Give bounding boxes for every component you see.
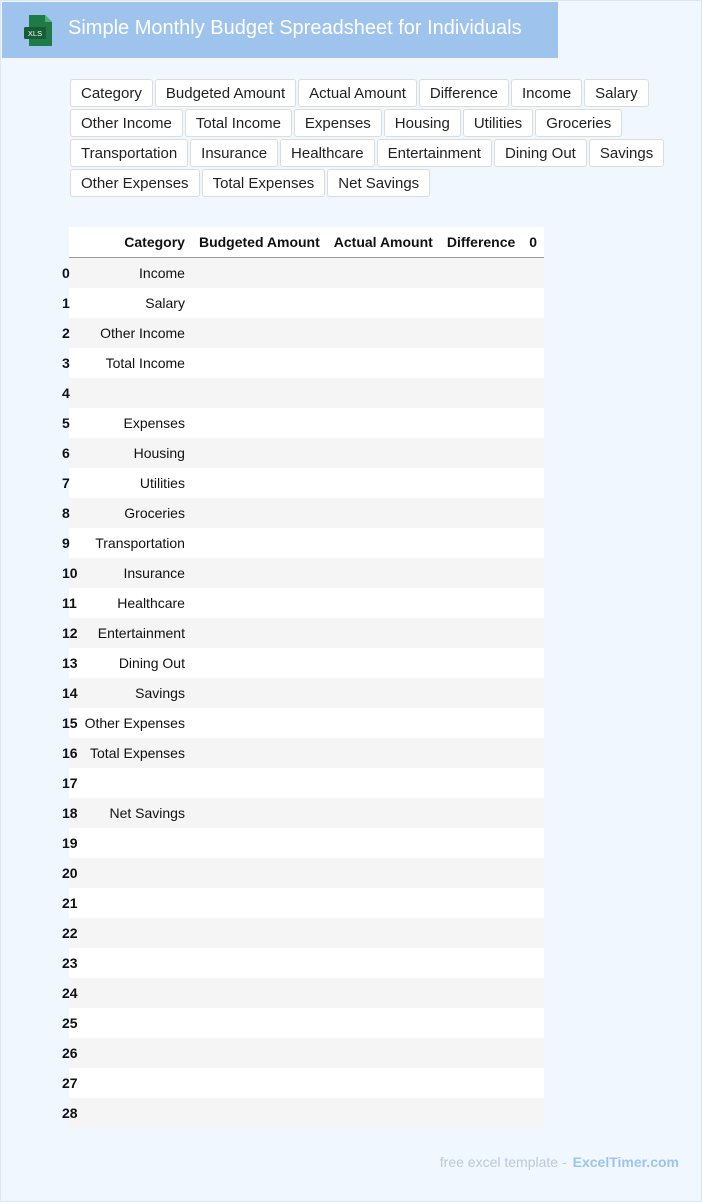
keyword-tag[interactable]: Budgeted Amount xyxy=(155,79,296,107)
table-header-row xyxy=(69,227,544,258)
cell-budgeted-amount xyxy=(192,588,327,618)
row-index xyxy=(62,978,78,1008)
column-header-budgeted-amount: Budgeted Amount xyxy=(192,227,327,258)
row-index-label: 7 xyxy=(62,475,70,491)
cell-0 xyxy=(522,1038,544,1068)
row-index xyxy=(62,1098,78,1128)
row-index xyxy=(62,738,78,768)
keyword-tag[interactable]: Insurance xyxy=(190,139,278,167)
keyword-tag[interactable]: Expenses xyxy=(294,109,382,137)
table-row xyxy=(69,438,544,468)
cell-0 xyxy=(522,318,544,348)
cell-budgeted-amount xyxy=(192,288,327,318)
cell-actual-amount xyxy=(327,468,440,498)
cell-difference xyxy=(440,318,522,348)
cell-actual-amount xyxy=(327,918,440,948)
column-header-0: 0 xyxy=(522,227,544,258)
row-index-label: 3 xyxy=(62,355,70,371)
cell-0 xyxy=(522,948,544,978)
table-row xyxy=(69,978,544,1008)
cell-category xyxy=(78,828,192,858)
row-index-label: 4 xyxy=(62,385,70,401)
row-index-label: 27 xyxy=(62,1075,78,1091)
table-row xyxy=(69,648,544,678)
cell-0 xyxy=(522,408,544,438)
row-index xyxy=(62,888,78,918)
keyword-tag[interactable]: Transportation xyxy=(70,139,188,167)
cell-0 xyxy=(522,1068,544,1098)
cell-budgeted-amount xyxy=(192,978,327,1008)
cell-actual-amount xyxy=(327,618,440,648)
cell-0 xyxy=(522,378,544,408)
cell-budgeted-amount xyxy=(192,1098,327,1128)
row-index xyxy=(62,768,78,798)
row-index xyxy=(62,648,78,678)
cell-category: Total Expenses xyxy=(78,738,192,768)
cell-budgeted-amount xyxy=(192,918,327,948)
cell-difference xyxy=(440,468,522,498)
table-row xyxy=(69,858,544,888)
row-index xyxy=(62,708,78,738)
footer-brand-link[interactable]: ExcelTimer.com xyxy=(572,1154,679,1170)
table-row xyxy=(69,768,544,798)
table-row xyxy=(69,348,544,378)
cell-difference xyxy=(440,738,522,768)
row-index-label: 12 xyxy=(62,625,78,641)
cell-category xyxy=(78,978,192,1008)
cell-budgeted-amount xyxy=(192,858,327,888)
cell-difference xyxy=(440,918,522,948)
cell-budgeted-amount xyxy=(192,258,327,289)
row-index xyxy=(62,1008,78,1038)
budget-table xyxy=(62,227,544,1128)
cell-category xyxy=(78,1038,192,1068)
cell-0 xyxy=(522,558,544,588)
table-row xyxy=(69,798,544,828)
cell-category xyxy=(78,1008,192,1038)
cell-budgeted-amount xyxy=(192,828,327,858)
cell-difference xyxy=(440,1068,522,1098)
keyword-tag[interactable]: Savings xyxy=(589,139,664,167)
cell-budgeted-amount xyxy=(192,378,327,408)
index-header xyxy=(69,227,78,258)
keyword-tag[interactable]: Entertainment xyxy=(377,139,492,167)
row-index xyxy=(62,1038,78,1068)
footer xyxy=(440,1154,679,1170)
cell-0 xyxy=(522,588,544,618)
row-index xyxy=(62,588,78,618)
row-index xyxy=(62,678,78,708)
cell-0 xyxy=(522,1008,544,1038)
cell-difference xyxy=(440,768,522,798)
cell-0 xyxy=(522,438,544,468)
row-index xyxy=(62,828,78,858)
cell-category xyxy=(78,888,192,918)
cell-0 xyxy=(522,798,544,828)
table-row xyxy=(69,1008,544,1038)
table-row xyxy=(69,678,544,708)
cell-actual-amount xyxy=(327,858,440,888)
budget-table-container xyxy=(62,227,547,1128)
cell-difference xyxy=(440,948,522,978)
cell-budgeted-amount xyxy=(192,558,327,588)
cell-actual-amount xyxy=(327,648,440,678)
row-index-label: 8 xyxy=(62,505,70,521)
cell-category: Total Income xyxy=(78,348,192,378)
cell-budgeted-amount xyxy=(192,348,327,378)
cell-budgeted-amount xyxy=(192,888,327,918)
table-row xyxy=(69,288,544,318)
row-index-label: 6 xyxy=(62,445,70,461)
table-row xyxy=(69,918,544,948)
keyword-tag[interactable]: Total Income xyxy=(185,109,292,137)
row-index-label: 14 xyxy=(62,685,78,701)
table-row xyxy=(69,828,544,858)
cell-budgeted-amount xyxy=(192,528,327,558)
cell-budgeted-amount xyxy=(192,618,327,648)
cell-category: Income xyxy=(78,258,192,289)
cell-budgeted-amount xyxy=(192,1038,327,1068)
row-index-label: 15 xyxy=(62,715,78,731)
row-index xyxy=(62,558,78,588)
table-row xyxy=(69,738,544,768)
row-index-label: 26 xyxy=(62,1045,78,1061)
table-row xyxy=(69,1098,544,1128)
cell-budgeted-amount xyxy=(192,768,327,798)
table-row xyxy=(69,1068,544,1098)
cell-0 xyxy=(522,1098,544,1128)
cell-category: Entertainment xyxy=(78,618,192,648)
cell-difference xyxy=(440,1098,522,1128)
cell-category: Dining Out xyxy=(78,648,192,678)
cell-category: Groceries xyxy=(78,498,192,528)
row-index xyxy=(62,948,78,978)
cell-budgeted-amount xyxy=(192,438,327,468)
row-index-label: 28 xyxy=(62,1105,78,1121)
column-header-category: Category xyxy=(78,227,192,258)
cell-category xyxy=(78,858,192,888)
cell-0 xyxy=(522,678,544,708)
column-header-actual-amount: Actual Amount xyxy=(327,227,440,258)
cell-difference xyxy=(440,1008,522,1038)
cell-actual-amount xyxy=(327,558,440,588)
cell-actual-amount xyxy=(327,948,440,978)
cell-difference xyxy=(440,888,522,918)
keyword-tags xyxy=(70,79,670,197)
cell-budgeted-amount xyxy=(192,468,327,498)
cell-actual-amount xyxy=(327,888,440,918)
cell-difference xyxy=(440,828,522,858)
keyword-tag[interactable]: Other Expenses xyxy=(70,169,200,197)
cell-0 xyxy=(522,498,544,528)
row-index xyxy=(62,918,78,948)
table-row xyxy=(69,948,544,978)
cell-0 xyxy=(522,828,544,858)
cell-0 xyxy=(522,768,544,798)
keyword-tag[interactable]: Difference xyxy=(419,79,509,107)
cell-actual-amount xyxy=(327,828,440,858)
cell-budgeted-amount xyxy=(192,798,327,828)
cell-budgeted-amount xyxy=(192,948,327,978)
cell-0 xyxy=(522,918,544,948)
row-index-label: 24 xyxy=(62,985,78,1001)
row-index-label: 20 xyxy=(62,865,78,881)
row-index xyxy=(62,288,78,318)
row-index-label: 25 xyxy=(62,1015,78,1031)
row-index xyxy=(62,498,78,528)
cell-0 xyxy=(522,258,544,289)
keyword-tag[interactable]: Income xyxy=(511,79,582,107)
cell-actual-amount xyxy=(327,1038,440,1068)
cell-difference xyxy=(440,708,522,738)
row-index-label: 1 xyxy=(62,295,70,311)
cell-budgeted-amount xyxy=(192,498,327,528)
row-index-label: 16 xyxy=(62,745,78,761)
row-index-label: 5 xyxy=(62,415,70,431)
cell-category: Other Expenses xyxy=(78,708,192,738)
table-row xyxy=(69,318,544,348)
cell-budgeted-amount xyxy=(192,1068,327,1098)
keyword-tag[interactable]: Dining Out xyxy=(494,139,587,167)
cell-difference xyxy=(440,378,522,408)
keyword-tag[interactable]: Groceries xyxy=(535,109,622,137)
cell-actual-amount xyxy=(327,798,440,828)
cell-difference xyxy=(440,558,522,588)
cell-actual-amount xyxy=(327,1068,440,1098)
cell-category xyxy=(78,768,192,798)
cell-difference xyxy=(440,588,522,618)
cell-budgeted-amount xyxy=(192,318,327,348)
cell-difference xyxy=(440,648,522,678)
keyword-tag[interactable]: Actual Amount xyxy=(298,79,417,107)
cell-0 xyxy=(522,978,544,1008)
row-index-label: 22 xyxy=(62,925,78,941)
cell-actual-amount xyxy=(327,738,440,768)
cell-actual-amount xyxy=(327,318,440,348)
cell-difference xyxy=(440,858,522,888)
keyword-tag[interactable]: Total Expenses xyxy=(202,169,326,197)
row-index xyxy=(62,468,78,498)
cell-category: Insurance xyxy=(78,558,192,588)
footer-text: free excel template - xyxy=(439,1154,567,1170)
table-row xyxy=(69,1038,544,1068)
table-row xyxy=(69,708,544,738)
cell-category: Salary xyxy=(78,288,192,318)
cell-category: Savings xyxy=(78,678,192,708)
cell-category xyxy=(78,1068,192,1098)
xls-file-icon xyxy=(24,15,52,46)
row-index-label: 2 xyxy=(62,325,70,341)
cell-actual-amount xyxy=(327,1098,440,1128)
cell-difference xyxy=(440,438,522,468)
cell-0 xyxy=(522,858,544,888)
table-row xyxy=(69,498,544,528)
cell-category xyxy=(78,1098,192,1128)
cell-category xyxy=(78,918,192,948)
keyword-tag[interactable]: Salary xyxy=(584,79,649,107)
table-row xyxy=(69,378,544,408)
cell-difference xyxy=(440,408,522,438)
cell-budgeted-amount xyxy=(192,648,327,678)
cell-actual-amount xyxy=(327,678,440,708)
row-index xyxy=(62,408,78,438)
keyword-tag[interactable]: Housing xyxy=(384,109,461,137)
cell-category: Expenses xyxy=(78,408,192,438)
keyword-tag[interactable]: Other Income xyxy=(70,109,183,137)
column-header-difference: Difference xyxy=(440,227,522,258)
cell-budgeted-amount xyxy=(192,1008,327,1038)
row-index-label: 19 xyxy=(62,835,78,851)
row-index xyxy=(62,528,78,558)
row-index-label: 10 xyxy=(62,565,78,581)
cell-category: Housing xyxy=(78,438,192,468)
row-index-label: 11 xyxy=(62,595,77,611)
cell-actual-amount xyxy=(327,498,440,528)
cell-category xyxy=(78,948,192,978)
row-index-label: 18 xyxy=(62,805,78,821)
row-index xyxy=(62,858,78,888)
table-row xyxy=(69,468,544,498)
table-row xyxy=(69,258,544,289)
cell-actual-amount xyxy=(327,708,440,738)
cell-actual-amount xyxy=(327,588,440,618)
cell-difference xyxy=(440,978,522,1008)
cell-actual-amount xyxy=(327,258,440,289)
row-index-label: 13 xyxy=(62,655,78,671)
cell-difference xyxy=(440,1038,522,1068)
cell-category: Net Savings xyxy=(78,798,192,828)
cell-difference xyxy=(440,288,522,318)
keyword-tag[interactable]: Category xyxy=(70,79,153,107)
cell-difference xyxy=(440,498,522,528)
cell-actual-amount xyxy=(327,1008,440,1038)
cell-category: Other Income xyxy=(78,318,192,348)
cell-budgeted-amount xyxy=(192,738,327,768)
table-row xyxy=(69,528,544,558)
cell-actual-amount xyxy=(327,288,440,318)
keyword-tag[interactable]: Utilities xyxy=(463,109,533,137)
cell-budgeted-amount xyxy=(192,408,327,438)
cell-actual-amount xyxy=(327,348,440,378)
header-banner xyxy=(2,2,558,58)
cell-category: Transportation xyxy=(78,528,192,558)
cell-difference xyxy=(440,618,522,648)
keyword-tag[interactable]: Net Savings xyxy=(327,169,430,197)
table-body xyxy=(62,258,544,1129)
row-index xyxy=(62,1068,78,1098)
row-index-label: 21 xyxy=(62,895,78,911)
cell-0 xyxy=(522,348,544,378)
keyword-tag[interactable]: Healthcare xyxy=(280,139,375,167)
cell-actual-amount xyxy=(327,408,440,438)
row-index-label: 0 xyxy=(62,265,70,281)
cell-actual-amount xyxy=(327,438,440,468)
cell-difference xyxy=(440,348,522,378)
cell-actual-amount xyxy=(327,378,440,408)
svg-text:XLS: XLS xyxy=(27,29,43,38)
cell-0 xyxy=(522,288,544,318)
cell-category: Healthcare xyxy=(78,588,192,618)
cell-actual-amount xyxy=(327,978,440,1008)
row-index xyxy=(62,348,78,378)
cell-difference xyxy=(440,678,522,708)
cell-0 xyxy=(522,618,544,648)
cell-difference xyxy=(440,528,522,558)
table-row xyxy=(69,558,544,588)
page-title: Simple Monthly Budget Spreadsheet for Individuals xyxy=(68,17,522,39)
cell-0 xyxy=(522,738,544,768)
cell-difference xyxy=(440,798,522,828)
cell-0 xyxy=(522,708,544,738)
row-index xyxy=(62,438,78,468)
cell-budgeted-amount xyxy=(192,708,327,738)
cell-0 xyxy=(522,468,544,498)
cell-actual-amount xyxy=(327,768,440,798)
table-row xyxy=(69,408,544,438)
row-index xyxy=(62,258,78,289)
cell-actual-amount xyxy=(327,528,440,558)
row-index xyxy=(62,318,78,348)
cell-0 xyxy=(522,528,544,558)
cell-0 xyxy=(522,888,544,918)
row-index-label: 17 xyxy=(62,775,78,791)
row-index-label: 23 xyxy=(62,955,78,971)
row-index xyxy=(62,618,78,648)
table-row xyxy=(69,588,544,618)
cell-budgeted-amount xyxy=(192,678,327,708)
table-row xyxy=(69,888,544,918)
row-index xyxy=(62,378,78,408)
cell-category: Utilities xyxy=(78,468,192,498)
cell-difference xyxy=(440,258,522,289)
row-index-label: 9 xyxy=(62,535,70,551)
cell-0 xyxy=(522,648,544,678)
table-row xyxy=(69,618,544,648)
row-index xyxy=(62,798,78,828)
cell-category xyxy=(78,378,192,408)
